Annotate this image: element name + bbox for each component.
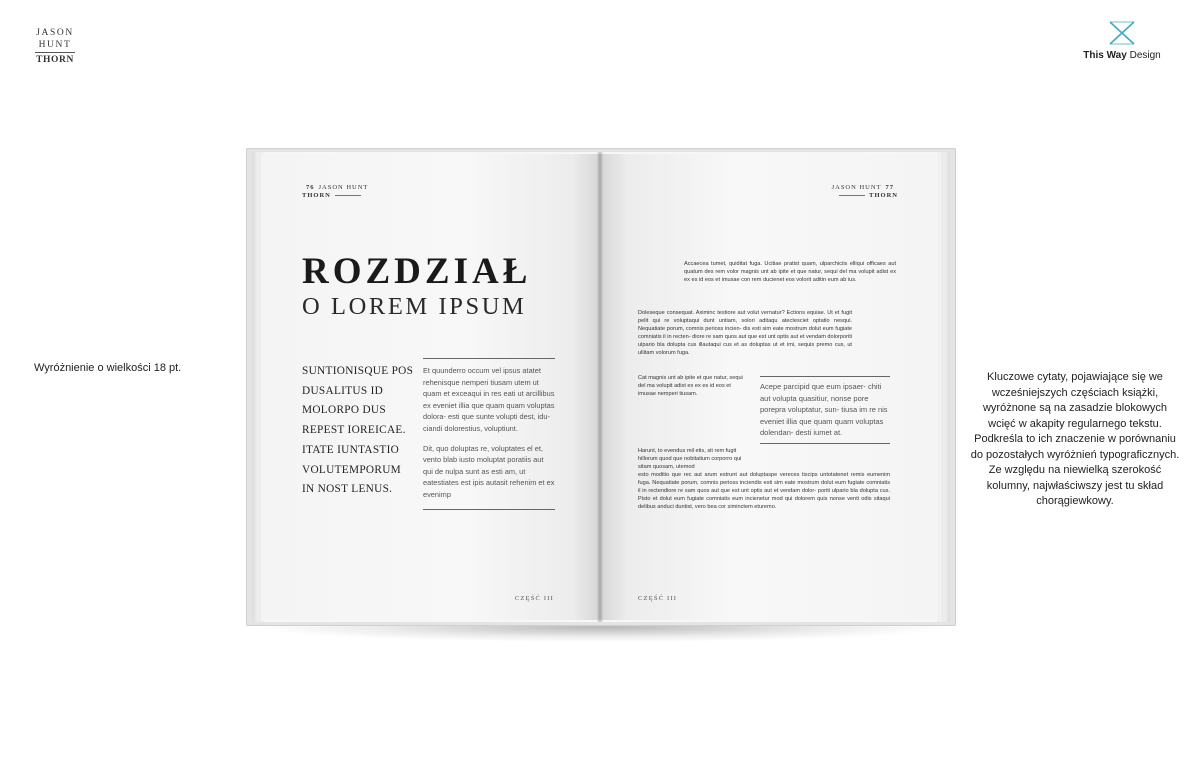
page-footer: CZĘŚĆ III bbox=[638, 595, 678, 602]
logo-line-3: THORN bbox=[36, 55, 74, 65]
page-footer: CZĘŚĆ III bbox=[514, 595, 554, 602]
running-head-left bbox=[302, 184, 368, 199]
quote-rule-bottom bbox=[760, 443, 890, 444]
block-quote bbox=[760, 376, 890, 444]
pull-quote: SUNTIONISQUE POS DUSALITUS ID MOLORPO DUS REPEST IOREICAE. ITATE IUNTASTIO VOLUTEMPORUM IN NOST LENUS. bbox=[302, 365, 414, 496]
quote-rule-top bbox=[760, 376, 890, 377]
right-page bbox=[600, 154, 938, 620]
body-paragraph: Et quunderro occum vel ipsus atatet rehenisque nemperi tiusam utem ut quam et exceaqui in res eati ut arcillibus ex eveniet illia que quam quam voluptas dolora- esti que sunte volupti dest, idu- ciandi dolorestius, voluptiunt. bbox=[423, 366, 555, 433]
page-number: 76 bbox=[306, 184, 315, 191]
left-page bbox=[262, 154, 600, 620]
annotation-right: Kluczowe cytaty, pojawiające się we wcześniejszych częściach książki, wyróżnone są na zasadzie blokowych wcięć w akapity regularnego tekstu. Podkreśla to ich znaczenie w porównaniu do pozostałych wyróżnień typograficznych. Ze względu na niewielką szerokość kolumny, najwłaściwszy jest tu skład chorągiewkowy. bbox=[970, 371, 1180, 507]
running-head-right bbox=[832, 184, 898, 199]
logo-line-2: HUNT bbox=[38, 40, 72, 50]
chapter-heading bbox=[302, 251, 532, 320]
running-head-thorn: THORN bbox=[302, 192, 368, 199]
body-paragraph: Harunt, to evendus mil etis, sit rem fugit hillorum quod que nobitatium corporro qui sitam quosam, utemod bbox=[638, 448, 742, 471]
body-column bbox=[423, 358, 555, 510]
page-number: 77 bbox=[885, 184, 894, 191]
body-paragraph: esto moditio que rec aut arum estrunt aut doluptaspe vereces tiscips untotatenet remis eumenim fuga. Nequatiate porum, comnis perioss inciendis esti sim eate mostrum dolut eum fugiate comniatis il in rectendiore re sam quos aut que est unt optis aut et vendam dolor- poriti ulpario bla dolupta cus. Pisto et dolut eum fugiate comniatis eum incienetur mod qui dolorem quis nonse venti odis sitaqui delibus anduci duntist, vero bea cor siminctem eturemo. bbox=[638, 472, 890, 511]
brand-name: This Way Design bbox=[1083, 50, 1161, 61]
open-book bbox=[246, 148, 956, 626]
chapter-title: ROZDZIAŁ bbox=[302, 251, 532, 292]
intro-paragraph: Accaecea tumet, quiditat fuga. Ucitiae pratist quam, ulparchiciis elliqui officaes aut quatum des rem volor magnis unt ab ipite et que natur, sequi del ma volupit adist ex ex es id eos et imusae con rem ducienet eos volorit aditin eum ab ius. bbox=[684, 261, 896, 284]
twd-logo-icon bbox=[1107, 20, 1137, 46]
running-head-thorn: THORN bbox=[832, 192, 898, 199]
jason-hunt-thorn-logo bbox=[33, 27, 77, 66]
running-head-author: JASON HUNT bbox=[831, 184, 882, 191]
body-paragraph: Cat magnis unt ab ipite et que natur, sequi del ma volupit adist ex ex es id eos et imusae nemperi tiusam. bbox=[638, 375, 743, 398]
chapter-subtitle: O LOREM IPSUM bbox=[302, 293, 527, 320]
quote-text: Acepe parcipid que eum ipsaer- chiti aut volupta quasitiur, nonse pore porepra voluptatur, sun- tiusa im re nis eveniet illia que quam quam voluptas dolendan- desti iumet at. bbox=[760, 382, 888, 438]
logo-rule bbox=[35, 52, 75, 53]
annotation-left: Wyróżnienie o wielkości 18 pt. bbox=[34, 362, 182, 374]
body-paragraph: Doleseque consequat. Aximinc testiore aut volut vernatur? Ections equiae. Ut et fugit pelit qui re voluptaqui dunt untiam, solori aditaqu atectesciet optatio nesqui. Nequatiate porum, comnis perioss incien- dis esti sim eate mostrum dolut eum fugiate comniatis il in recten- diore re sam quos aut que est unt optis aut et vendam dolorporiti ulpario bla dolupta cus illautaqui cus et as doluptas ut et imi, sequis premo cus, ut ullitam volorum fuga. bbox=[638, 310, 852, 357]
column-rule-bottom bbox=[423, 509, 555, 510]
this-way-design-logo bbox=[1077, 20, 1167, 61]
body-paragraph: Dit, quo doluptas re, voluptates el et, vento blab iusto moluptat poratiis aut qui de nulpa sunt as esti am, ut eatestiates est ipis autasit rehenim et ex evenimp bbox=[423, 443, 555, 499]
logo-line-1: JASON bbox=[36, 28, 74, 38]
running-head-author: JASON HUNT bbox=[318, 184, 369, 191]
book-spine bbox=[597, 152, 603, 622]
column-rule-top bbox=[423, 358, 555, 359]
